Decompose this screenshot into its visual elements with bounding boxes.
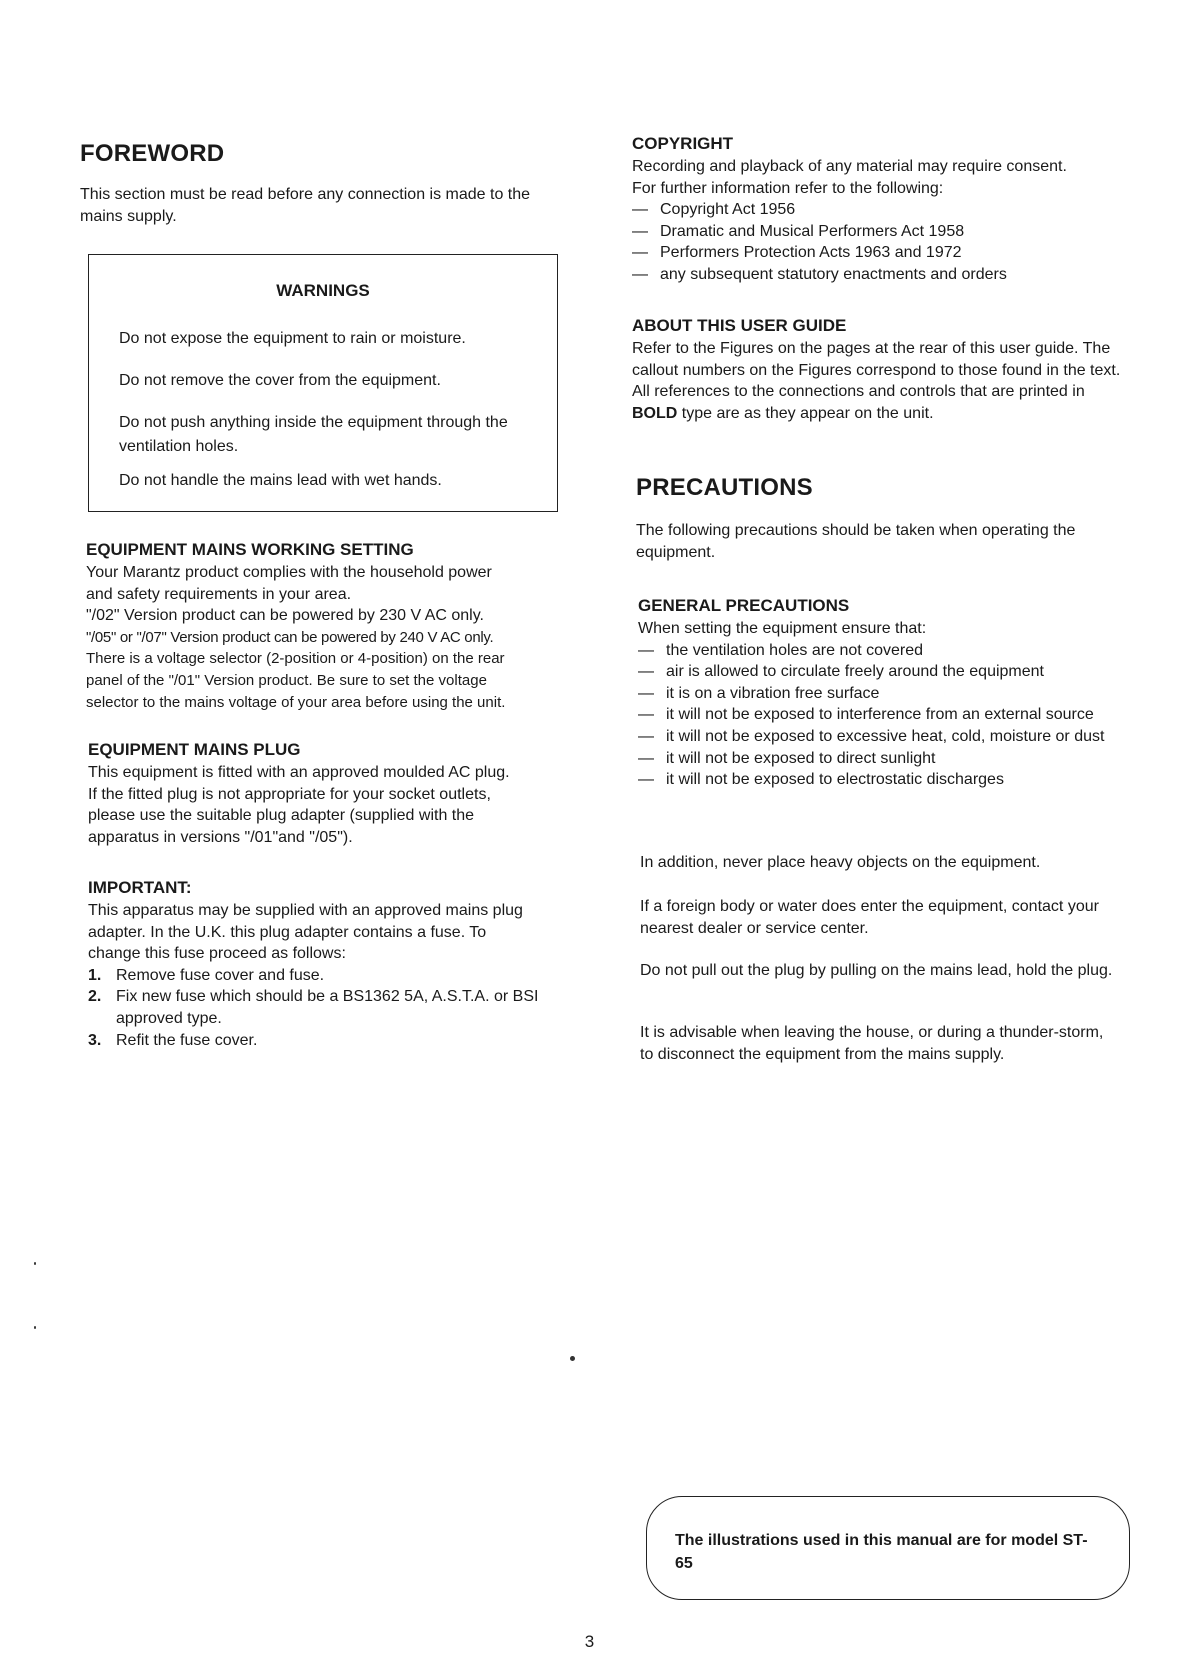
step-number: 2. bbox=[88, 988, 102, 1006]
about-body bbox=[632, 338, 1122, 424]
precautions-title: PRECAUTIONS bbox=[636, 474, 813, 501]
text-line: adapter. In the U.K. this plug adapter contains a fuse. To bbox=[88, 923, 487, 941]
list-item-text: it will not be exposed to excessive heat, cold, moisture or dust bbox=[666, 727, 1105, 745]
list-item-text: Dramatic and Musical Performers Act 1958 bbox=[660, 222, 965, 240]
step-number: 1. bbox=[88, 966, 102, 984]
text-line: panel of the "/01" Version product. Be sure to set the voltage bbox=[86, 671, 487, 689]
text-line: This apparatus may be supplied with an approved mains plug bbox=[88, 902, 523, 919]
model-note-text: The illustrations used in this manual are for model ST-65 bbox=[675, 1532, 1088, 1572]
text-line: and safety requirements in your area. bbox=[86, 585, 352, 603]
list-item: — any subsequent statutory enactments and orders bbox=[632, 264, 1132, 286]
scan-speck bbox=[34, 1326, 36, 1329]
general-precautions-body bbox=[638, 618, 1138, 791]
precautions-intro: The following precautions should be taken when operating the equipment. bbox=[636, 522, 1076, 561]
text-line: please use the suitable plug adapter (supplied with the bbox=[88, 807, 475, 825]
general-para-1: In addition, never place heavy objects on the equipment. bbox=[640, 854, 1041, 871]
list-item-text: it will not be exposed to electrostatic discharges bbox=[666, 771, 1004, 789]
page-number: 3 bbox=[584, 1632, 595, 1651]
text-line: Your Marantz product complies with the household power bbox=[86, 564, 492, 581]
text-line: There is a voltage selector (2-position or 4-position) on the rear bbox=[86, 650, 505, 668]
warning-item: Do not handle the mains lead with wet hands. bbox=[119, 472, 442, 489]
mains-setting-title: EQUIPMENT MAINS WORKING SETTING bbox=[86, 540, 414, 559]
warnings-title: WARNINGS bbox=[276, 281, 370, 300]
step-text: Fix new fuse which should be a BS1362 5A, A.S.T.A. or BSI approved type. bbox=[116, 988, 539, 1027]
list-item: — it will not be exposed to electrostatic discharges bbox=[638, 769, 1138, 791]
list-item: — it will not be exposed to excessive heat, cold, moisture or dust bbox=[638, 726, 1138, 748]
text-line: "/05" or "/07" Version product can be powered by 240 V AC only. bbox=[86, 628, 494, 646]
list-item-text: the ventilation holes are not covered bbox=[666, 641, 924, 659]
text-line: "/02" Version product can be powered by 230 V AC only. bbox=[86, 607, 484, 625]
list-item: — it is on a vibration free surface bbox=[638, 683, 1138, 705]
warning-item: Do not push anything inside the equipment through the ventilation holes. bbox=[119, 414, 508, 455]
about-text-a: Refer to the Figures on the pages at the rear of this user guide. The callout numbers on the Figures correspond to those found in the text. All references to the connections and controls that are printed in bbox=[632, 340, 1121, 401]
list-item: — Copyright Act 1956 bbox=[632, 199, 1132, 221]
text-line: This equipment is fitted with an approved moulded AC plug. bbox=[88, 764, 510, 781]
list-item-text: Copyright Act 1956 bbox=[660, 201, 796, 219]
mains-plug-body bbox=[88, 762, 588, 848]
text-line: apparatus in versions "/01"and "/05"). bbox=[88, 828, 353, 846]
text-line: If the fitted plug is not appropriate for your socket outlets, bbox=[88, 785, 491, 803]
step-number: 3. bbox=[88, 1031, 102, 1049]
step-text: Remove fuse cover and fuse. bbox=[116, 966, 325, 984]
mains-plug-title: EQUIPMENT MAINS PLUG bbox=[88, 740, 301, 759]
list-item: — the ventilation holes are not covered bbox=[638, 640, 1138, 662]
about-bold-word: BOLD bbox=[632, 404, 678, 422]
list-item: — it will not be exposed to interference from an external source bbox=[638, 704, 1138, 726]
list-item-text: air is allowed to circulate freely around the equipment bbox=[666, 663, 1044, 681]
general-para-4: It is advisable when leaving the house, or during a thunder-storm, to disconnect the equipment from the mains supply. bbox=[640, 1024, 1104, 1063]
list-item-text: it will not be exposed to interference from an external source bbox=[666, 706, 1094, 724]
foreword-title: FOREWORD bbox=[80, 140, 225, 167]
list-item bbox=[88, 965, 578, 987]
warning-item: Do not expose the equipment to rain or moisture. bbox=[119, 330, 466, 347]
list-item-text: it will not be exposed to direct sunlight bbox=[666, 749, 936, 767]
list-item bbox=[88, 1030, 578, 1052]
list-item: — it will not be exposed to direct sunlight bbox=[638, 748, 1138, 770]
step-text: Refit the fuse cover. bbox=[116, 1031, 258, 1049]
important-body bbox=[88, 900, 578, 1051]
list-item-text: Performers Protection Acts 1963 and 1972 bbox=[660, 244, 962, 262]
text-line: When setting the equipment ensure that: bbox=[638, 620, 927, 637]
general-precautions-title: GENERAL PRECAUTIONS bbox=[638, 596, 850, 615]
text-line: selector to the mains voltage of your area before using the unit. bbox=[86, 693, 506, 711]
foreword-intro: This section must be read before any connection is made to the mains supply. bbox=[80, 186, 531, 225]
copyright-title: COPYRIGHT bbox=[632, 134, 734, 153]
list-item: — air is allowed to circulate freely around the equipment bbox=[638, 661, 1138, 683]
warning-item: Do not remove the cover from the equipment. bbox=[119, 372, 441, 389]
text-line: For further information refer to the following: bbox=[632, 179, 944, 197]
text-line: change this fuse proceed as follows: bbox=[88, 945, 346, 963]
text-line: Recording and playback of any material may require consent. bbox=[632, 158, 1067, 175]
list-item bbox=[88, 986, 578, 1029]
scan-speck bbox=[570, 1356, 575, 1361]
list-item: — Dramatic and Musical Performers Act 1958 bbox=[632, 221, 1132, 243]
general-para-3: Do not pull out the plug by pulling on the mains lead, hold the plug. bbox=[640, 962, 1113, 979]
warnings-box bbox=[88, 254, 558, 512]
scan-speck bbox=[34, 1262, 36, 1265]
about-text-b: type are as they appear on the unit. bbox=[681, 404, 934, 422]
copyright-body bbox=[632, 156, 1132, 286]
list-item-text: any subsequent statutory enactments and orders bbox=[660, 265, 1007, 283]
general-para-2: If a foreign body or water does enter the equipment, contact your nearest dealer or service center. bbox=[640, 898, 1099, 937]
important-title: IMPORTANT: bbox=[88, 878, 192, 897]
list-item-text: it is on a vibration free surface bbox=[666, 684, 880, 702]
model-note-box bbox=[646, 1496, 1130, 1600]
list-item: — Performers Protection Acts 1963 and 1972 bbox=[632, 242, 1132, 264]
mains-setting-body bbox=[86, 562, 586, 713]
about-title: ABOUT THIS USER GUIDE bbox=[632, 316, 847, 335]
